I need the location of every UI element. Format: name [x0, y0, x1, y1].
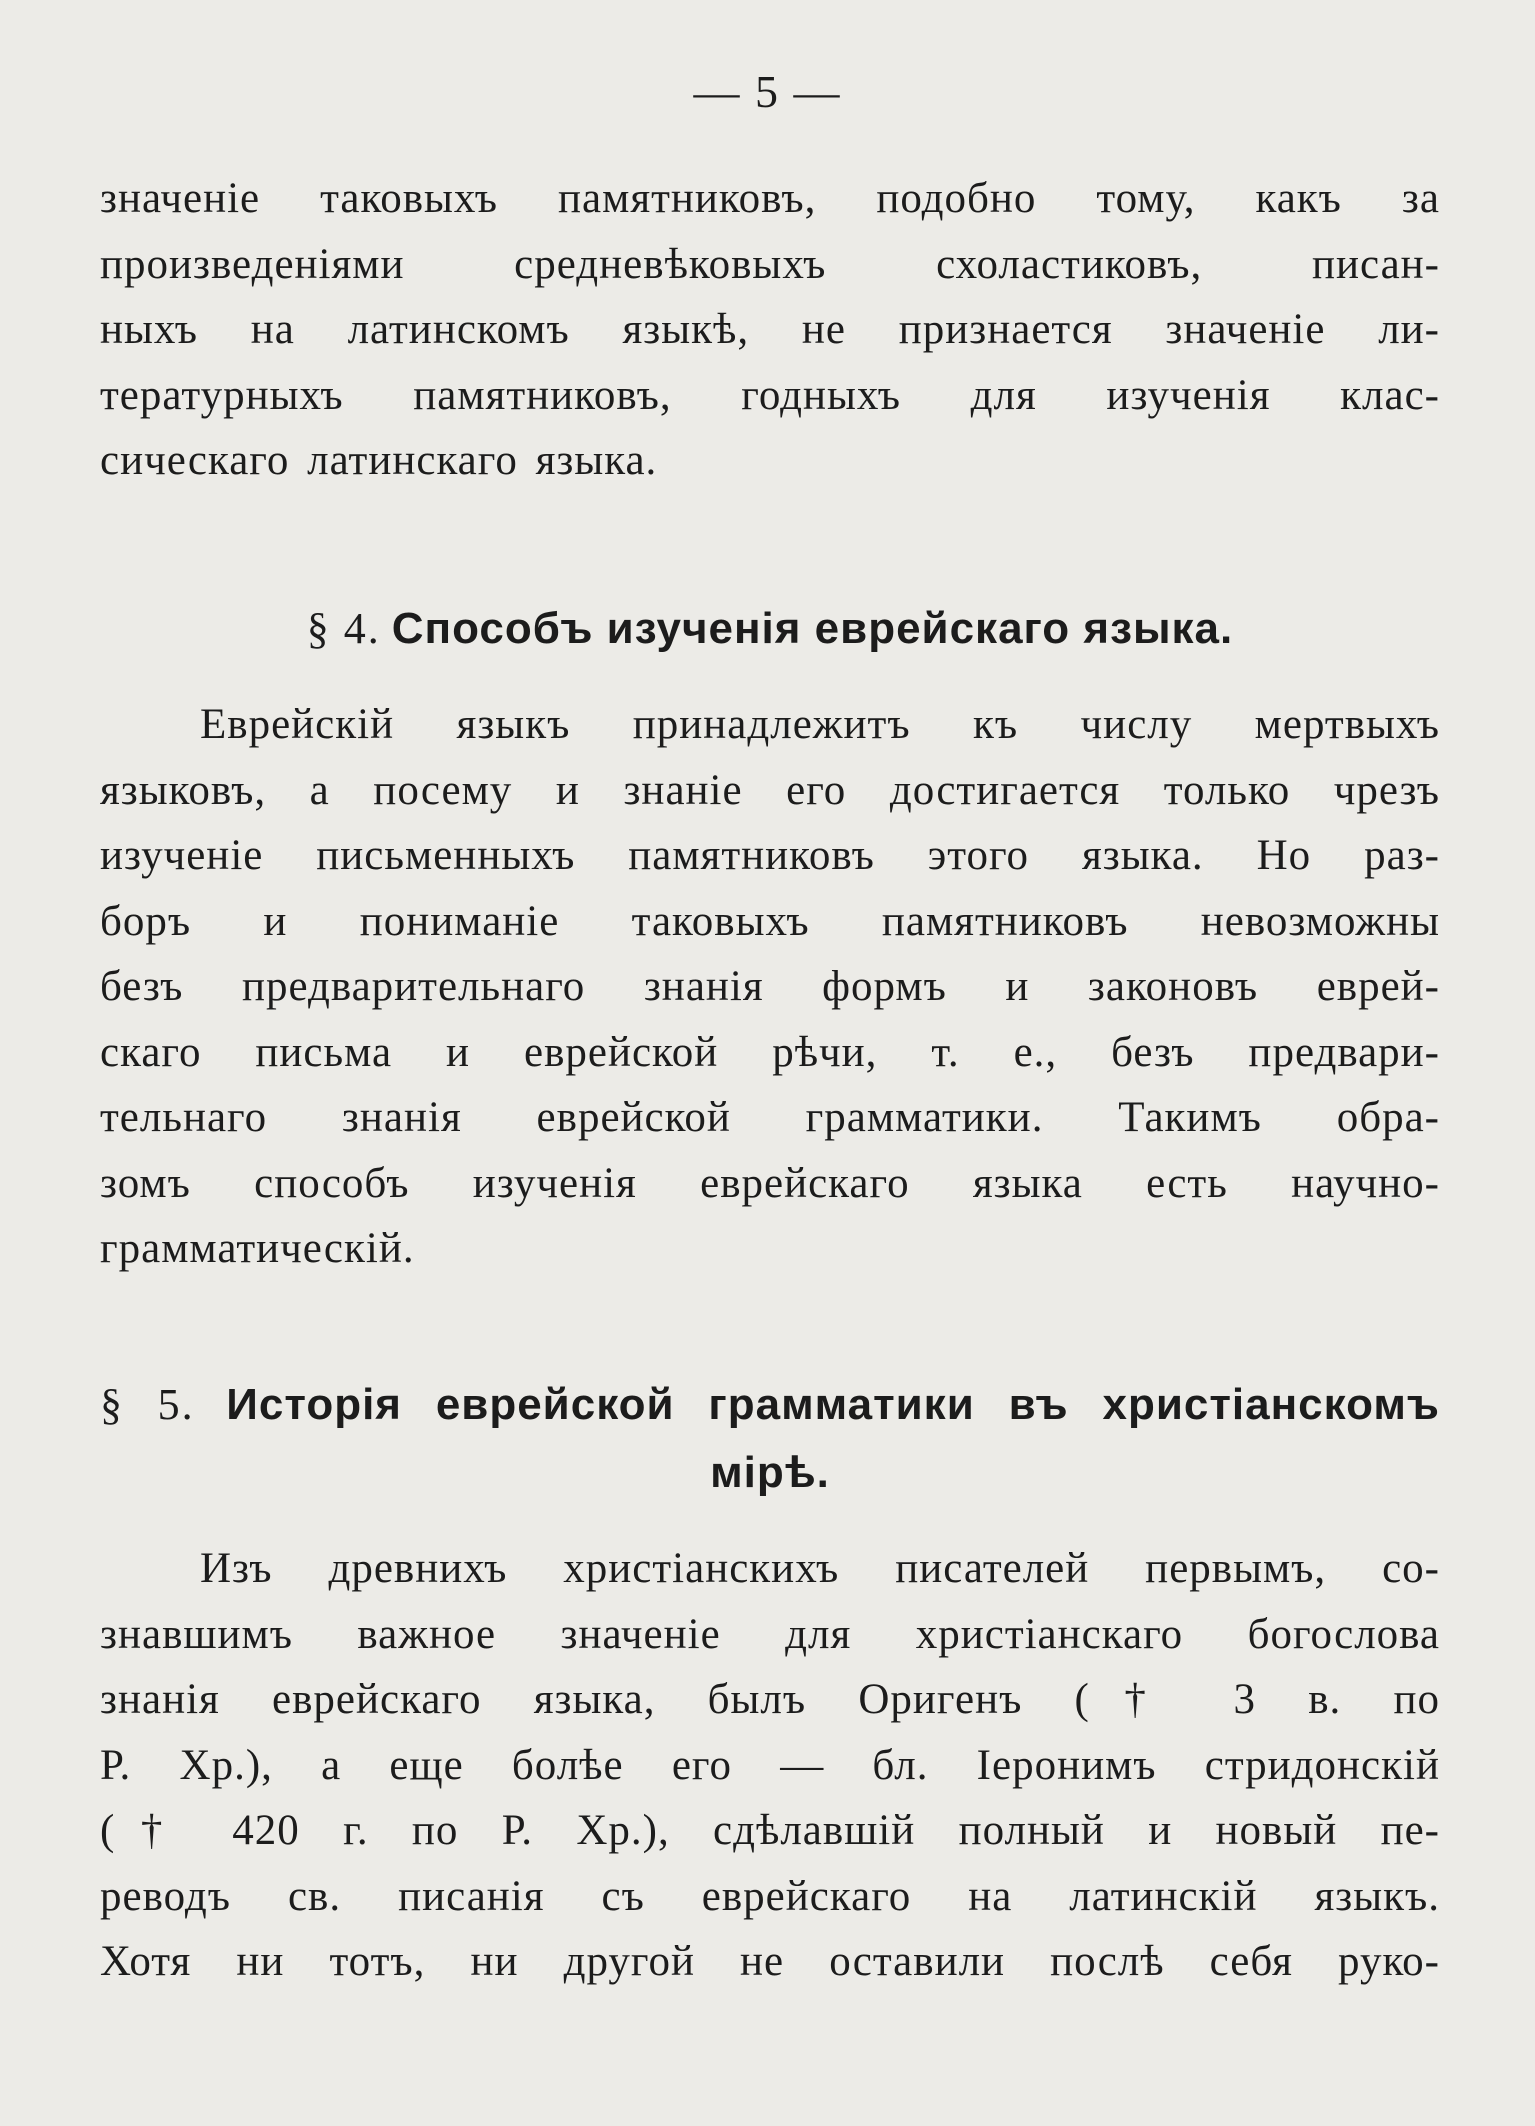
- section-5-heading: [100, 1372, 1440, 1438]
- text-line: изученiе письменныхъ памятниковъ этого языка. Но раз-: [100, 832, 1440, 879]
- text-line: Р. Хр.), а еще болѣе его — бл. Iеронимъ стридонскiй: [100, 1741, 1440, 1789]
- text-line: Еврейскiй языкъ принадлежитъ къ числу мертвыхъ: [200, 701, 1440, 748]
- text-line: Изъ древнихъ христiанскихъ писателей первымъ, со-: [200, 1545, 1440, 1592]
- section-title: Исторiя еврейской грамматики въ христiанскомъ: [226, 1380, 1440, 1429]
- section-4-body: [100, 692, 1440, 1282]
- section-number: § 5.: [100, 1380, 195, 1429]
- text-line: грамматическiй.: [100, 1225, 415, 1272]
- text-line: реводъ св. писанiя съ еврейскаго на латинскiй языкъ.: [100, 1872, 1440, 1920]
- text-line: ныхъ на латинскомъ языкѣ, не признается значенiе ли-: [100, 306, 1440, 353]
- section-number: § 4.: [306, 604, 381, 653]
- section-title-continued: мiрѣ.: [710, 1448, 830, 1497]
- page-number: — 5 —: [693, 66, 842, 117]
- text-line: знанiя еврейскаго языка, былъ Оригенъ († 3 в. по: [100, 1676, 1440, 1723]
- text-line: языковъ, а посему и знанiе его достигается только чрезъ: [100, 766, 1440, 814]
- text-line: тельнаго знанiя еврейской грамматики. Такимъ обра-: [100, 1094, 1440, 1141]
- section-title: Способъ изученiя еврейскаго языка.: [391, 604, 1234, 653]
- text-line: значенiе таковыхъ памятниковъ, подобно тому, какъ за: [100, 175, 1440, 222]
- text-line: († 420 г. по Р. Хр.), сдѣлавшiй полный и новый пе-: [100, 1807, 1440, 1854]
- section-5-body: [100, 1536, 1440, 1995]
- text-line: произведенiями средневѣковыхъ схоластиковъ, писан-: [100, 240, 1440, 288]
- text-line: сическаго латинскаго языка.: [100, 437, 658, 484]
- text-line: тературныхъ памятниковъ, годныхъ для изученiя клас-: [100, 371, 1440, 419]
- section-4-heading: [100, 596, 1440, 662]
- text-line: Хотя ни тотъ, ни другой не оставили послѣ себя руко-: [100, 1938, 1440, 1985]
- paragraph-continued: [100, 166, 1440, 494]
- section-5-heading-continued: [100, 1440, 1440, 1506]
- text-line: скаго письма и еврейской рѣчи, т. е., безъ предвари-: [100, 1028, 1440, 1076]
- text-line: безъ предварительнаго знанiя формъ и законовъ еврей-: [100, 963, 1440, 1010]
- text-line: зомъ способъ изученiя еврейскаго языка есть научно-: [100, 1159, 1440, 1207]
- text-line: боръ и пониманiе таковыхъ памятниковъ невозможны: [100, 897, 1440, 945]
- text-line: знавшимъ важное значенiе для христiанскаго богослова: [100, 1610, 1440, 1658]
